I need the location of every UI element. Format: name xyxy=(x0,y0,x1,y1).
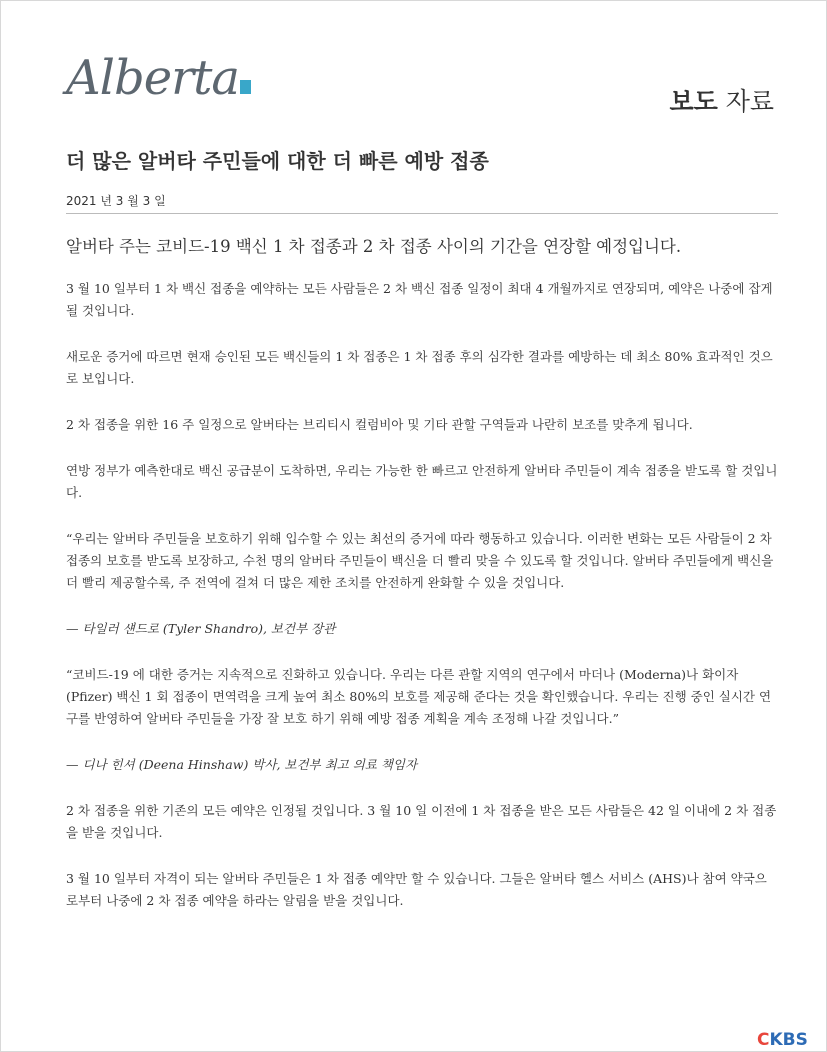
quote-attribution-hinshaw: — 디나 힌셔 (Deena Hinshaw) 박사, 보건부 최고 의료 책임자 xyxy=(66,757,418,772)
alberta-logo xyxy=(66,50,251,106)
press-release-label-rest: 자료 xyxy=(717,87,774,116)
quote-shandro: “우리는 알버타 주민들을 보호하기 위해 입수할 수 있는 최선의 증거에 따라 행동하고 있습니다. 이러한 변화는 모든 사람들이 2 차 접종의 보호를 받도록 보장하고, 수천 명의 알버타 주민들이 백신을 더 빨리 맞을 수 있도록 할 것입니다. 알버타 주민들에게 백신을 더 빨리 제공할수록, 주 전역에 걸쳐 더 많은 제한 조치를 안전하게 완화할 수 있을 것입니다. xyxy=(66,531,774,590)
ckbs-watermark-text xyxy=(757,1030,808,1050)
logo-text: Alberta xyxy=(66,50,239,106)
ckbs-watermark xyxy=(755,1028,819,1050)
logo-mark-icon xyxy=(240,80,251,94)
lead-paragraph: 알버타 주는 코비드-19 백신 1 차 접종과 2 차 접종 사이의 기간을 연장할 예정입니다. xyxy=(66,237,682,256)
paragraph-3: 2 차 접종을 위한 16 주 일정으로 알버타는 브리티시 컬럼비아 및 기타 관할 구역들과 나란히 보조를 맞추게 됩니다. xyxy=(66,417,693,432)
paragraph-1: 3 월 10 일부터 1 차 백신 접종을 예약하는 모든 사람들은 2 차 백신 접종 일정이 최대 4 개월까지로 연장되며, 예약은 나중에 잡게 될 것입니다. xyxy=(66,281,773,318)
paragraph-5: 2 차 접종을 위한 기존의 모든 예약은 인정될 것입니다. 3 월 10 일 이전에 1 차 접종을 받은 모든 사람들은 42 일 이내에 2 차 접종을 받을 것입니다. xyxy=(66,803,777,840)
watermark-c: C xyxy=(757,1030,770,1050)
headline: 더 많은 알버타 주민들에 대한 더 빠른 예방 접종 xyxy=(66,149,489,173)
divider xyxy=(66,213,778,214)
press-release-label-bold: 보도 xyxy=(669,87,718,116)
release-date: 2021 년 3 월 3 일 xyxy=(66,194,166,208)
watermark-kbs: KBS xyxy=(769,1030,808,1050)
quote-attribution-shandro: — 타일러 섄드로 (Tyler Shandro), 보건부 장관 xyxy=(66,621,336,636)
press-release-label xyxy=(669,82,774,118)
paragraph-4: 연방 정부가 예측한대로 백신 공급분이 도착하면, 우리는 가능한 한 빠르고 안전하게 알버타 주민들이 계속 접종을 받도록 할 것입니다. xyxy=(66,463,778,500)
paragraph-2: 새로운 증거에 따르면 현재 승인된 모든 백신들의 1 차 접종은 1 차 접종 후의 심각한 결과를 예방하는 데 최소 80% 효과적인 것으로 보입니다. xyxy=(66,349,773,386)
paragraph-6: 3 월 10 일부터 자격이 되는 알버타 주민들은 1 차 접종 예약만 할 수 있습니다. 그들은 알버타 헬스 서비스 (AHS)나 참여 약국으로부터 나중에 2 차 접종 예약을 하라는 알림을 받을 것입니다. xyxy=(66,871,767,908)
quote-hinshaw: “코비드-19 에 대한 증거는 지속적으로 진화하고 있습니다. 우리는 다른 관할 지역의 연구에서 마더나 (Moderna)나 화이자 (Pfizer) 백신 1 회 접종이 면역력을 크게 높여 최소 80%의 보호를 제공해 준다는 것을 확인했습니다. 우리는 진행 중인 실시간 연구를 반영하여 알버타 주민들을 가장 잘 보호 하기 위해 예방 접종 계획을 계속 조정해 나갈 것입니다.” xyxy=(66,667,772,726)
article-body xyxy=(66,278,778,936)
